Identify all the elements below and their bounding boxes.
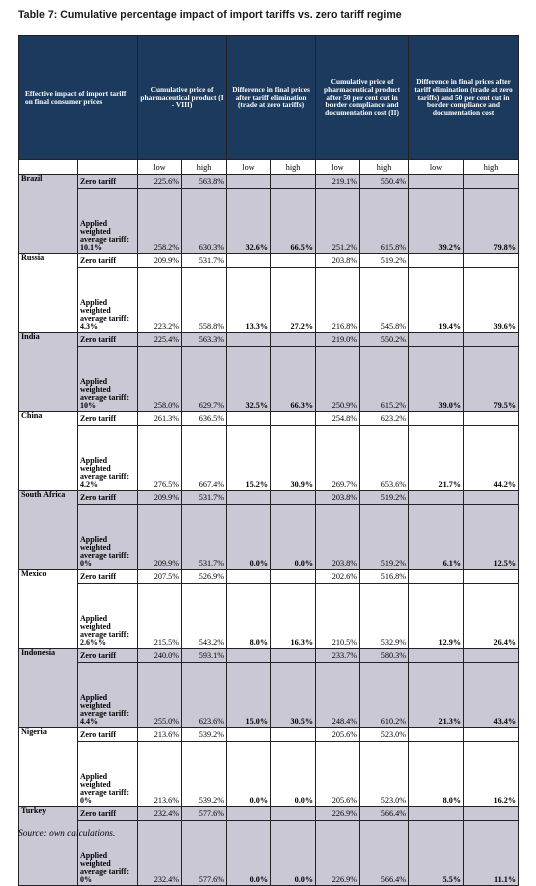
empty-cell (227, 175, 271, 189)
country-name: South Africa (19, 491, 78, 570)
empty-cell (227, 807, 271, 821)
table-row (19, 807, 519, 821)
subheader-high: high (360, 160, 409, 175)
price2-high-cell: 566.4% (360, 821, 409, 886)
difference2-high-cell: 39.6% (464, 268, 519, 333)
empty-cell (227, 570, 271, 584)
country-name: Russia (19, 254, 78, 333)
price2-low-cell: 226.9% (316, 821, 360, 886)
header-difference-zero-tariff: Difference in final prices after tariff elimination (trade at zero tariffs) (227, 36, 316, 160)
difference2-high-cell: 26.4% (464, 584, 519, 649)
difference2-low-cell: 21.7% (409, 426, 464, 491)
tariff-type-label: Applied weighted average tariff: 4.4% (78, 663, 138, 728)
price-low-cell: 240.0% (138, 649, 182, 663)
difference-high-cell: 0.0% (271, 505, 316, 570)
price2-high-cell: 532.9% (360, 584, 409, 649)
header-cumulative-price: Cumulative price of pharmaceutical product (I - VIII) (138, 36, 227, 160)
empty-cell (464, 175, 519, 189)
empty-cell (464, 649, 519, 663)
price-low-cell: 232.4% (138, 807, 182, 821)
empty-cell (271, 333, 316, 347)
price-low-cell: 213.6% (138, 728, 182, 742)
price-low-cell: 209.9% (138, 254, 182, 268)
empty-cell (409, 333, 464, 347)
difference-high-cell: 66.3% (271, 347, 316, 412)
table-row (19, 505, 519, 570)
empty-cell (271, 175, 316, 189)
price2-high-cell: 615.8% (360, 189, 409, 254)
empty-cell (227, 333, 271, 347)
empty-cell (464, 728, 519, 742)
price2-low-cell: 203.8% (316, 254, 360, 268)
difference-high-cell: 66.5% (271, 189, 316, 254)
price2-high-cell: 519.2% (360, 254, 409, 268)
empty-cell (271, 728, 316, 742)
price2-low-cell: 203.8% (316, 491, 360, 505)
empty-cell (464, 491, 519, 505)
price-low-cell: 209.9% (138, 491, 182, 505)
table-row (19, 649, 519, 663)
price2-low-cell: 251.2% (316, 189, 360, 254)
header-effective-impact: Effective impact of import tariff on final consumer prices (19, 36, 138, 160)
price2-low-cell: 210.5% (316, 584, 360, 649)
header-difference-50-cut: Difference in final prices after tariff elimination (trade at zero tariffs) and 50 per cent cut in border compliance and documentation cost (409, 36, 519, 160)
empty-cell (464, 333, 519, 347)
price2-high-cell: 523.0% (360, 728, 409, 742)
empty-cell (409, 412, 464, 426)
difference2-high-cell: 11.1% (464, 821, 519, 886)
price-low-cell: 276.5% (138, 426, 182, 491)
price2-high-cell: 519.2% (360, 505, 409, 570)
difference-low-cell: 32.6% (227, 189, 271, 254)
tariff-type-label: Zero tariff (78, 175, 138, 189)
price2-low-cell: 248.4% (316, 663, 360, 728)
tariff-type-label: Applied weighted average tariff: 4.3% (78, 268, 138, 333)
price2-low-cell: 226.9% (316, 807, 360, 821)
country-name: Mexico (19, 570, 78, 649)
subheader-low: low (138, 160, 182, 175)
tariff-type-label: Applied weighted average tariff: 10.1% (78, 189, 138, 254)
table-row (19, 663, 519, 728)
table-row (19, 412, 519, 426)
table-row (19, 728, 519, 742)
price-low-cell: 258.2% (138, 189, 182, 254)
empty-cell (464, 807, 519, 821)
price2-low-cell: 205.6% (316, 728, 360, 742)
price-low-cell: 261.3% (138, 412, 182, 426)
empty-cell (464, 412, 519, 426)
price-low-cell: 223.2% (138, 268, 182, 333)
price-high-cell: 539.2% (182, 728, 227, 742)
empty-cell (227, 491, 271, 505)
empty-cell (409, 728, 464, 742)
tariff-type-label: Zero tariff (78, 333, 138, 347)
difference-low-cell: 32.5% (227, 347, 271, 412)
difference-low-cell: 0.0% (227, 505, 271, 570)
empty-cell (409, 175, 464, 189)
price2-low-cell: 216.8% (316, 268, 360, 333)
country-name: Indonesia (19, 649, 78, 728)
table-row (19, 570, 519, 584)
price-high-cell: 531.7% (182, 491, 227, 505)
price2-low-cell: 269.7% (316, 426, 360, 491)
empty-cell (271, 412, 316, 426)
country-name: China (19, 412, 78, 491)
empty-cell (409, 570, 464, 584)
country-name: Nigeria (19, 728, 78, 807)
price2-high-cell: 550.2% (360, 333, 409, 347)
tariff-type-label: Applied weighted average tariff: 0% (78, 821, 138, 886)
price-high-cell: 667.4% (182, 426, 227, 491)
difference-low-cell: 0.0% (227, 742, 271, 807)
difference2-high-cell: 44.2% (464, 426, 519, 491)
empty-cell (409, 254, 464, 268)
price-high-cell: 636.5% (182, 412, 227, 426)
difference-low-cell: 8.0% (227, 584, 271, 649)
country-name: India (19, 333, 78, 412)
price2-low-cell: 250.9% (316, 347, 360, 412)
tariff-type-label: Applied weighted average tariff: 0% (78, 742, 138, 807)
price2-low-cell: 203.8% (316, 505, 360, 570)
empty-cell (227, 254, 271, 268)
price2-low-cell: 202.6% (316, 570, 360, 584)
price2-low-cell: 205.6% (316, 742, 360, 807)
table-row (19, 333, 519, 347)
price2-high-cell: 523.0% (360, 742, 409, 807)
difference-low-cell: 13.3% (227, 268, 271, 333)
difference2-low-cell: 12.9% (409, 584, 464, 649)
empty-cell (227, 728, 271, 742)
price-low-cell: 258.0% (138, 347, 182, 412)
difference-low-cell: 0.0% (227, 821, 271, 886)
difference-high-cell: 0.0% (271, 742, 316, 807)
header-row (19, 36, 519, 160)
price-high-cell: 531.7% (182, 254, 227, 268)
subheader-low: low (227, 160, 271, 175)
empty-cell (271, 570, 316, 584)
difference2-low-cell: 21.3% (409, 663, 464, 728)
price-high-cell: 593.1% (182, 649, 227, 663)
difference2-low-cell: 19.4% (409, 268, 464, 333)
empty-cell (227, 412, 271, 426)
subheader-high: high (182, 160, 227, 175)
price2-low-cell: 233.7% (316, 649, 360, 663)
tariff-type-label: Zero tariff (78, 570, 138, 584)
empty-cell (464, 254, 519, 268)
empty-cell (271, 254, 316, 268)
empty-cell (409, 807, 464, 821)
difference-high-cell: 30.9% (271, 426, 316, 491)
country-name: Turkey (19, 807, 78, 886)
table-body (19, 175, 519, 886)
price2-high-cell: 615.2% (360, 347, 409, 412)
price-low-cell: 232.4% (138, 821, 182, 886)
difference2-low-cell: 39.0% (409, 347, 464, 412)
price2-high-cell: 566.4% (360, 807, 409, 821)
price-high-cell: 563.3% (182, 333, 227, 347)
difference-low-cell: 15.0% (227, 663, 271, 728)
price-high-cell: 577.6% (182, 807, 227, 821)
price-high-cell: 629.7% (182, 347, 227, 412)
table-title: Table 7: Cumulative percentage impact of import tariffs vs. zero tariff regime (18, 9, 402, 21)
empty-cell (271, 649, 316, 663)
subheader-row (19, 160, 519, 175)
table-row (19, 491, 519, 505)
tariff-type-label: Applied weighted average tariff: 2.6%% (78, 584, 138, 649)
price-low-cell: 207.5% (138, 570, 182, 584)
tariff-impact-table (18, 35, 519, 886)
difference2-high-cell: 79.5% (464, 347, 519, 412)
tariff-type-label: Applied weighted average tariff: 0% (78, 505, 138, 570)
price2-high-cell: 653.6% (360, 426, 409, 491)
difference-high-cell: 16.3% (271, 584, 316, 649)
price2-high-cell: 550.4% (360, 175, 409, 189)
price2-high-cell: 623.2% (360, 412, 409, 426)
empty-cell (409, 649, 464, 663)
price2-high-cell: 610.2% (360, 663, 409, 728)
tariff-type-label: Zero tariff (78, 728, 138, 742)
difference2-high-cell: 43.4% (464, 663, 519, 728)
price-high-cell: 630.3% (182, 189, 227, 254)
source-note: Source: own calculations. (18, 829, 116, 839)
tariff-type-label: Applied weighted average tariff: 4.2% (78, 426, 138, 491)
subheader-high: high (271, 160, 316, 175)
difference2-low-cell: 6.1% (409, 505, 464, 570)
country-name: Brazil (19, 175, 78, 254)
difference2-high-cell: 79.8% (464, 189, 519, 254)
price-low-cell: 213.6% (138, 742, 182, 807)
empty-cell (409, 491, 464, 505)
tariff-type-label: Zero tariff (78, 491, 138, 505)
subheader-low: low (409, 160, 464, 175)
table-row (19, 175, 519, 189)
header-cumulative-price-50-cut: Cumulative price of pharmaceutical product after 50 per cent cut in border compliance and documentation cost (II) (316, 36, 409, 160)
tariff-type-label: Zero tariff (78, 807, 138, 821)
price2-high-cell: 545.8% (360, 268, 409, 333)
table-row (19, 254, 519, 268)
price-low-cell: 225.4% (138, 333, 182, 347)
table-row (19, 426, 519, 491)
tariff-type-label: Zero tariff (78, 254, 138, 268)
difference2-high-cell: 16.2% (464, 742, 519, 807)
price-high-cell: 558.8% (182, 268, 227, 333)
tariff-type-label: Zero tariff (78, 412, 138, 426)
price2-high-cell: 519.2% (360, 491, 409, 505)
tariff-type-label: Zero tariff (78, 649, 138, 663)
difference2-low-cell: 5.5% (409, 821, 464, 886)
price2-high-cell: 580.3% (360, 649, 409, 663)
table-row (19, 584, 519, 649)
price-high-cell: 531.7% (182, 505, 227, 570)
price2-low-cell: 219.1% (316, 175, 360, 189)
price-high-cell: 543.2% (182, 584, 227, 649)
difference-high-cell: 0.0% (271, 821, 316, 886)
difference-high-cell: 27.2% (271, 268, 316, 333)
table-row (19, 347, 519, 412)
subheader-low: low (316, 160, 360, 175)
subheader-high: high (464, 160, 519, 175)
difference2-low-cell: 8.0% (409, 742, 464, 807)
table-row (19, 742, 519, 807)
price2-high-cell: 516.8% (360, 570, 409, 584)
difference2-high-cell: 12.5% (464, 505, 519, 570)
price-low-cell: 255.0% (138, 663, 182, 728)
price2-low-cell: 219.0% (316, 333, 360, 347)
price2-low-cell: 254.8% (316, 412, 360, 426)
difference-low-cell: 15.2% (227, 426, 271, 491)
price-high-cell: 539.2% (182, 742, 227, 807)
empty-cell (271, 807, 316, 821)
tariff-type-label: Applied weighted average tariff: 10% (78, 347, 138, 412)
difference-high-cell: 30.5% (271, 663, 316, 728)
difference2-low-cell: 39.2% (409, 189, 464, 254)
price-high-cell: 526.9% (182, 570, 227, 584)
empty-cell (464, 570, 519, 584)
price-low-cell: 215.5% (138, 584, 182, 649)
empty-cell (227, 649, 271, 663)
table-row (19, 268, 519, 333)
empty-cell (271, 491, 316, 505)
price-low-cell: 209.9% (138, 505, 182, 570)
price-high-cell: 563.8% (182, 175, 227, 189)
table-row (19, 189, 519, 254)
price-high-cell: 623.6% (182, 663, 227, 728)
price-low-cell: 225.6% (138, 175, 182, 189)
price-high-cell: 577.6% (182, 821, 227, 886)
